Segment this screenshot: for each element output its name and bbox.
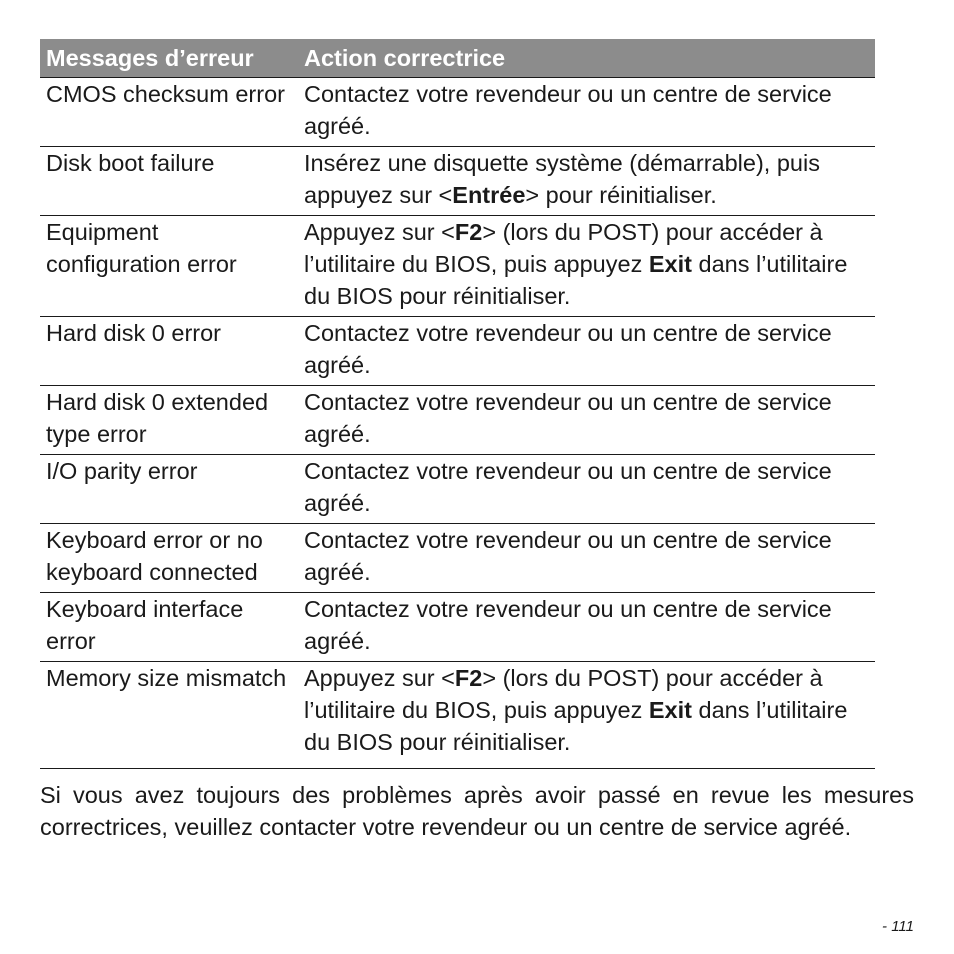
error-message-cell: Keyboard interface error [40, 593, 299, 662]
error-messages-table [40, 39, 875, 769]
action-text: Contactez votre revendeur ou un centre de service agréé. [304, 458, 832, 516]
key-name: Exit [648, 251, 692, 277]
table-row [40, 78, 875, 147]
corrective-action-cell [299, 386, 875, 455]
key-name: F2 [454, 219, 483, 245]
corrective-action-cell [299, 524, 875, 593]
action-text: Contactez votre revendeur ou un centre de service agréé. [304, 320, 832, 378]
action-text: > (lors du POST) pour accéder à l’utilitaire du BIOS, puis appuyez [304, 665, 823, 723]
action-text: Contactez votre revendeur ou un centre de service agréé. [304, 596, 832, 654]
table-row [40, 524, 875, 593]
table-row [40, 593, 875, 662]
header-action: Action correctrice [299, 39, 875, 78]
corrective-action-cell [299, 216, 875, 317]
table-header-row [40, 39, 875, 78]
error-message-cell: CMOS checksum error [40, 78, 299, 147]
corrective-action-cell [299, 147, 875, 216]
table-row [40, 317, 875, 386]
page-number: - 111 [882, 918, 914, 935]
table-row [40, 216, 875, 317]
key-name: F2 [454, 665, 483, 691]
error-message-cell: I/O parity error [40, 455, 299, 524]
error-message-cell: Hard disk 0 error [40, 317, 299, 386]
header-messages: Messages d’erreur [40, 39, 299, 78]
action-text: Contactez votre revendeur ou un centre de service agréé. [304, 527, 832, 585]
key-name: Exit [648, 697, 692, 723]
corrective-action-cell [299, 317, 875, 386]
action-text: > (lors du POST) pour accéder à l’utilitaire du BIOS, puis appuyez [304, 219, 823, 277]
error-message-cell: Disk boot failure [40, 147, 299, 216]
action-text: Appuyez sur < [304, 665, 455, 691]
action-text: Insérez une disquette système (démarrable), puis appuyez sur < [304, 150, 820, 208]
action-text: Contactez votre revendeur ou un centre de service agréé. [304, 81, 832, 139]
action-text: dans l’utilitaire du BIOS pour réinitialiser. [304, 251, 848, 309]
table-row [40, 147, 875, 216]
error-message-cell: Equipment configuration error [40, 216, 299, 317]
corrective-action-cell [299, 662, 875, 769]
corrective-action-cell [299, 593, 875, 662]
closing-note: Si vous avez toujours des problèmes après avoir passé en revue les mesures correctrices, veuillez contacter votre revendeur ou un centre de service agréé. [40, 782, 914, 840]
error-message-cell: Keyboard error or no keyboard connected [40, 524, 299, 593]
key-name: Entrée [452, 182, 526, 208]
table-row [40, 386, 875, 455]
action-text: Appuyez sur < [304, 219, 455, 245]
action-text: > pour réinitialiser. [525, 182, 717, 208]
table-row [40, 662, 875, 769]
corrective-action-cell [299, 78, 875, 147]
error-message-cell: Hard disk 0 extended type error [40, 386, 299, 455]
action-text: dans l’utilitaire du BIOS pour réinitialiser. [304, 697, 848, 755]
action-text: Contactez votre revendeur ou un centre de service agréé. [304, 389, 832, 447]
corrective-action-cell [299, 455, 875, 524]
table-row [40, 455, 875, 524]
error-message-cell: Memory size mismatch [40, 662, 299, 769]
table-body [40, 78, 875, 769]
